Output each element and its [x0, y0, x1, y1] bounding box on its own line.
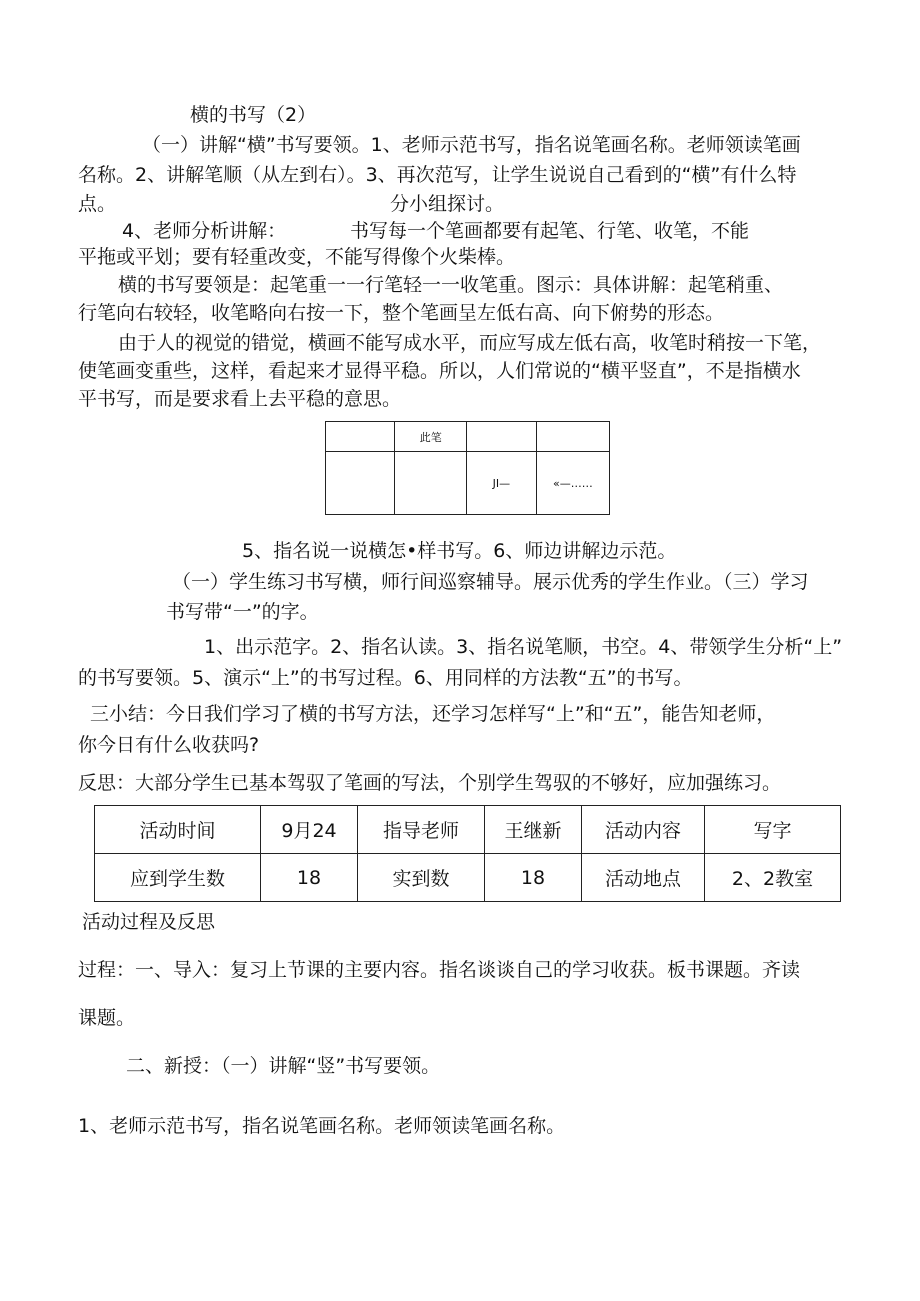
paragraph-line: 4、老师分析讲解： — [122, 220, 287, 242]
diagram-cell — [536, 422, 609, 452]
info-cell: 实到数 — [358, 854, 485, 902]
diagram-cell: 此笔 — [395, 422, 467, 452]
paragraph-line: 点。 — [78, 193, 117, 215]
paragraph-line: 5、指名说一说横怎•样书写。6、师边讲解边示范。 — [242, 540, 677, 562]
paragraph-line: 过程：一、导入：复习上节课的主要内容。指名谈谈自己的学习收获。板书课题。齐读 — [78, 959, 801, 981]
info-cell: 2、2教室 — [705, 854, 841, 902]
diagram-cell — [326, 422, 395, 452]
paragraph-line: 1、出示范字。2、指名认读。3、指名说笔顺，书空。4、带领学生分析“上” — [204, 636, 843, 658]
info-cell: 应到学生数 — [95, 854, 261, 902]
info-cell: 18 — [485, 854, 582, 902]
paragraph-line: 书写每一个笔画都要有起笔、行笔、收笔，不能 — [350, 220, 750, 242]
info-cell: 18 — [261, 854, 358, 902]
diagram-cell: JI— — [467, 452, 537, 515]
paragraph-line: 使笔画变重些，这样，看起来才显得平稳。所以，人们常说的“横平竖直”，不是指横水 — [78, 360, 801, 382]
info-cell: 王继新 — [485, 806, 582, 854]
info-cell: 活动内容 — [582, 806, 705, 854]
paragraph-line: 1、老师示范书写，指名说笔画名称。老师领读笔画名称。 — [78, 1115, 566, 1137]
section-heading: 活动过程及反思 — [82, 911, 216, 933]
paragraph-line: 分小组探讨。 — [390, 193, 505, 215]
paragraph-line: 的书写要领。5、演示“上”的书写过程。6、用同样的方法教“五”的书写。 — [78, 667, 693, 689]
doc-title: 横的书写（2） — [190, 104, 317, 126]
paragraph-line: 平拖或平划；要有轻重改变，不能写得像个火柴棒。 — [78, 246, 516, 268]
paragraph-line: 反思：大部分学生已基本驾驭了笔画的写法，个别学生驾驭的不够好，应加强练习。 — [78, 772, 782, 794]
paragraph-line: 二、新授：（一）讲解“竖”书写要领。 — [126, 1055, 441, 1077]
paragraph-line: 横的书写要领是：起笔重一一行笔轻一一收笔重。图示：具体讲解：起笔稍重、 — [118, 274, 784, 296]
paragraph-line: 平书写，而是要求看上去平稳的意思。 — [78, 388, 402, 410]
info-table — [94, 805, 841, 902]
info-cell: 9月24 — [261, 806, 358, 854]
paragraph-line: 你今日有什么收获吗? — [78, 734, 260, 756]
paragraph-line: 三小结：今日我们学习了横的书写方法，还学习怎样写“上”和“五”，能告知老师， — [90, 703, 776, 725]
info-cell: 写字 — [705, 806, 841, 854]
diagram-cell — [326, 452, 395, 515]
diagram-table — [325, 421, 610, 515]
paragraph-line: 书写带“一”的字。 — [166, 601, 319, 623]
info-cell: 指导老师 — [358, 806, 485, 854]
paragraph-line: 课题。 — [78, 1007, 136, 1029]
info-cell: 活动地点 — [582, 854, 705, 902]
info-cell: 活动时间 — [95, 806, 261, 854]
paragraph-line: 行笔向右较轻，收笔略向右按一下，整个笔画呈左低右高、向下俯势的形态。 — [78, 302, 725, 324]
paragraph-line: 名称。2、讲解笔顺（从左到右）。3、再次范写，让学生说说自己看到的“横”有什么特 — [78, 164, 797, 186]
diagram-cell — [395, 452, 467, 515]
diagram-cell: «—…… — [536, 452, 609, 515]
diagram-cell — [467, 422, 537, 452]
paragraph-line: （一）学生练习书写横，师行间巡察辅导。展示优秀的学生作业。（三）学习 — [172, 571, 809, 593]
paragraph-line: 由于人的视觉的错觉，横画不能写成水平，而应写成左低右高，收笔时稍按一下笔， — [118, 332, 822, 354]
paragraph-line: （一）讲解“横”书写要领。1、老师示范书写，指名说笔画名称。老师领读笔画 — [142, 134, 801, 156]
